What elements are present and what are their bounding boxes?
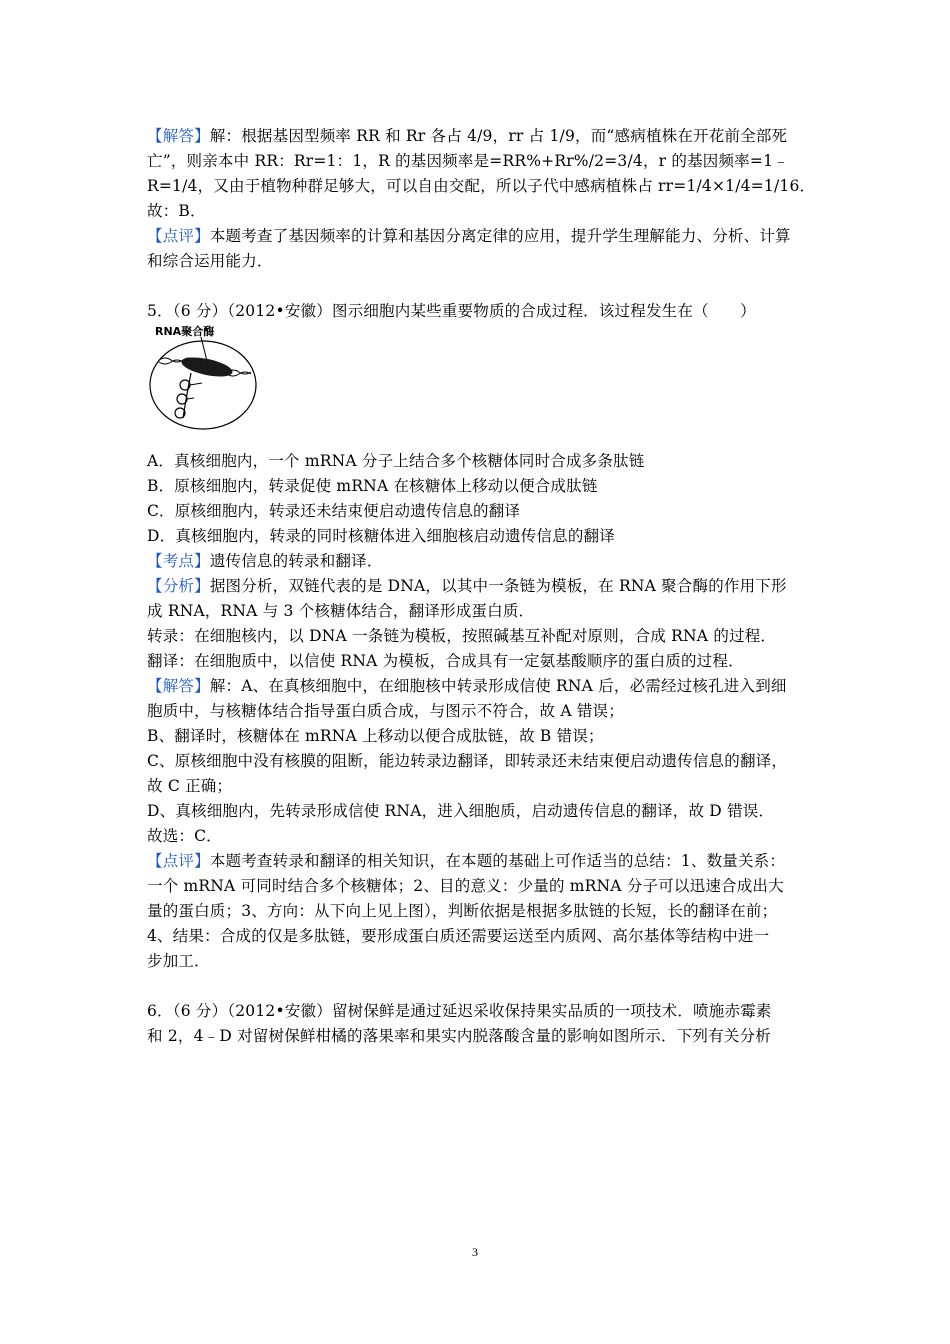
- kaodian-tag: 【考点】: [147, 552, 210, 570]
- peptide-1: [190, 383, 202, 385]
- q5-jieda-line-3: B、翻译时，核糖体在 mRNA 上移动以便合成肽链，故 B 错误；: [147, 727, 604, 745]
- cell-outline: [150, 341, 256, 429]
- q5-figure: [147, 323, 259, 431]
- prev-comment-line-1: 【点评】本题考查了基因频率的计算和基因分离定律的应用，提升学生理解能力、分析、计算: [147, 227, 791, 245]
- q6-stem-line-1: 6．（6 分）（2012•安徽）留树保鲜是通过延迟采收保持果实品质的一项技术．喷施赤霉素: [147, 1002, 772, 1020]
- ribosome-2: [177, 394, 187, 404]
- q5-dianping-line-4: 4、结果：合成的仅是多肽链，要形成蛋白质还需要运送至内质网、高尔基体等结构中进一: [147, 927, 770, 945]
- q5-jieda-line-1: 【解答】解：A、在真核细胞中，在细胞核中转录形成信使 RNA 后，必需经过核孔进入到细: [147, 677, 787, 695]
- q5-stem: 5．（6 分）（2012•安徽）图示细胞内某些重要物质的合成过程．该过程发生在（ ）: [147, 302, 756, 320]
- q5-jieda-line-5: 故 C 正确；: [147, 777, 233, 795]
- q6-stem-line-2: 和 2，4﹣D 对留树保鲜柑橘的落果率和果实内脱落酸含量的影响如图所示．下列有关分析: [147, 1027, 771, 1045]
- prev-answer-line-4: 故：B．: [147, 202, 206, 220]
- dianping-tag: 【点评】: [147, 852, 210, 870]
- q5-option-b: B．原核细胞内，转录促使 mRNA 在核糖体上移动以便合成肽链: [147, 477, 598, 495]
- prev-answer-line-1: 【解答】解：根据基因型频率 RR 和 Rr 各占 4/9，rr 占 1/9，而“感病植株在开花前全部死: [147, 127, 788, 145]
- q5-jieda-line-4: C、原核细胞中没有核膜的阻断，能边转录边翻译，即转录还未结束便启动遗传信息的翻译，: [147, 752, 788, 770]
- page-number: 3: [472, 1245, 478, 1259]
- q5-dianping-line-3: 量的蛋白质；3、方向：从下向上见上图），判断依据是根据多肽链的长短，长的翻译在前；: [147, 902, 778, 920]
- transcription-diagram: [147, 323, 259, 431]
- q5-dianping-line-5: 步加工．: [147, 952, 210, 970]
- q5-option-a: A．真核细胞内，一个 mRNA 分子上结合多个核糖体同时合成多条肽链: [147, 452, 645, 470]
- q5-dianping-line-1: 【点评】本题考查转录和翻译的相关知识，在本题的基础上可作适当的总结：1、数量关系：: [147, 852, 786, 870]
- q5-jieda-line-7: 故选：C．: [147, 827, 222, 845]
- q5-fenxi-line-1: 【分析】据图分析，双链代表的是 DNA，以其中一条链为模板，在 RNA 聚合酶的作用下形: [147, 577, 787, 595]
- q5-option-d: D．真核细胞内，转录的同时核糖体进入细胞核启动遗传信息的翻译: [147, 527, 615, 545]
- q5-fenxi-line-3: 转录：在细胞核内，以 DNA 一条链为模板，按照碱基互补配对原则，合成 RNA 的过程．: [147, 627, 777, 645]
- q5-kaodian: 【考点】遗传信息的转录和翻译．: [147, 552, 383, 570]
- answer-tag: 【解答】: [147, 127, 210, 145]
- q5-jieda-line-6: D、真核细胞内，先转录形成信使 RNA，进入细胞质，启动遗传信息的翻译，故 D 错误．: [147, 802, 775, 820]
- q5-fenxi-line-4: 翻译：在细胞质中，以信使 RNA 为模板，合成具有一定氨基酸顺序的蛋白质的过程．: [147, 652, 744, 670]
- jieda-tag: 【解答】: [147, 677, 210, 695]
- rna-polymerase-label: RNA聚合酶: [155, 325, 215, 338]
- q5-dianping-line-2: 一个 mRNA 可同时结合多个核糖体；2、目的意义：少量的 mRNA 分子可以迅速合成出大: [147, 877, 784, 895]
- prev-answer-line-3: R=1/4，又由于植物种群足够大，可以自由交配，所以子代中感病植株占 rr=1/4×1/4=1/16．: [147, 177, 816, 195]
- comment-tag: 【点评】: [147, 227, 210, 245]
- fenxi-tag: 【分析】: [147, 577, 210, 595]
- q5-option-c: C．原核细胞内，转录还未结束便启动遗传信息的翻译: [147, 502, 521, 520]
- q5-fenxi-line-2: 成 RNA，RNA 与 3 个核糖体结合，翻译形成蛋白质．: [147, 602, 535, 620]
- q5-jieda-line-2: 胞质中，与核糖体结合指导蛋白质合成，与图示不符合，故 A 错误；: [147, 702, 624, 720]
- prev-answer-line-2: 亡”，则亲本中 RR：Rr=1：1，R 的基因频率是=RR%+Rr%/2=3/4，r 的基因频率=1﹣: [147, 152, 789, 170]
- prev-comment-line-2: 和综合运用能力．: [147, 252, 273, 270]
- peptide-2: [187, 398, 194, 399]
